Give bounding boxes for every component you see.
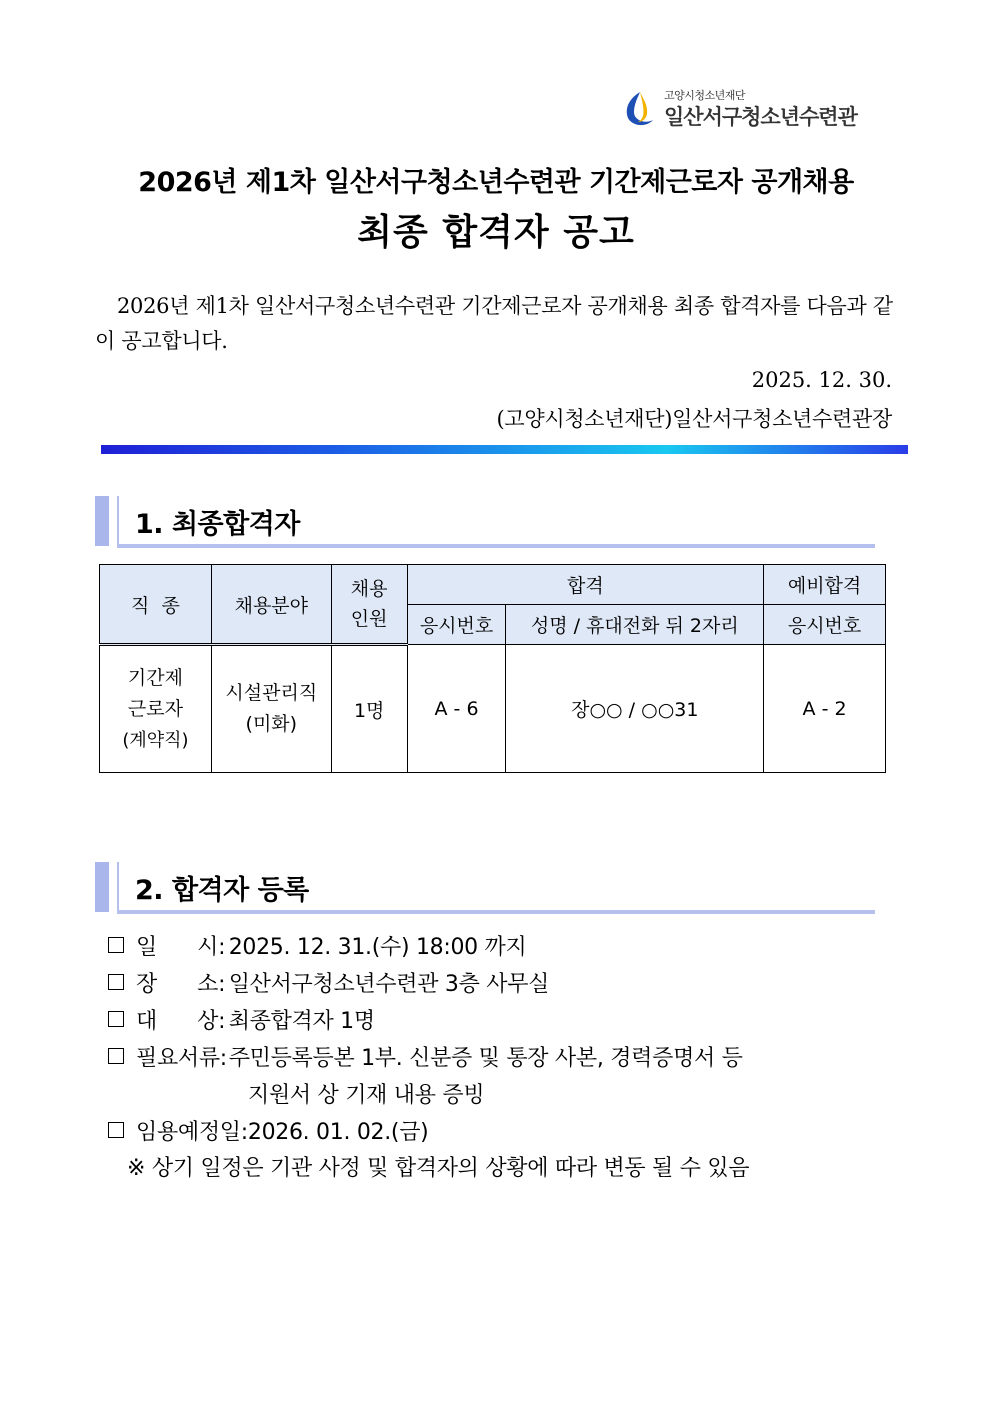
intro-block (95, 289, 895, 359)
header-reserve: 예비합격 (764, 565, 886, 605)
checkbox-square-icon (108, 1048, 124, 1064)
list-item (108, 1114, 743, 1151)
header-reserve-exam-no: 응시번호 (764, 605, 886, 645)
cell-job-type (100, 645, 212, 773)
table-row (100, 645, 886, 773)
cell-field (211, 645, 331, 773)
announcement-title: 2026년 제1차 일산서구청소년수련관 기간제근로자 공개채용 (138, 167, 854, 198)
section-heading-2 (95, 862, 875, 914)
footnote: ※ 상기 일정은 기관 사정 및 합격자의 상황에 따라 변동 될 수 있음 (127, 1156, 750, 1181)
checkbox-square-icon (108, 1011, 124, 1027)
item-label: 필요서류: (136, 1046, 227, 1071)
table-header-row (100, 565, 886, 605)
header-pass: 합격 (407, 565, 764, 605)
logo-name-text: 일산서구청소년수련관 (664, 105, 857, 129)
section-bracket (117, 496, 119, 548)
list-item (108, 1040, 743, 1077)
cell-exam-no: A - 6 (407, 645, 506, 773)
announcement-date: 2025. 12. 30. (751, 368, 892, 392)
item-value: 일산서구청소년수련관 3층 사무실 (222, 972, 550, 997)
registration-list (108, 929, 743, 1151)
gradient-divider (101, 445, 908, 454)
list-item (108, 966, 743, 1003)
section-bar (95, 496, 109, 546)
cell-job-type-line3: (계약직) (122, 729, 189, 751)
organization-logo (620, 86, 880, 130)
header-count (331, 565, 407, 645)
checkbox-square-icon (108, 1122, 124, 1138)
header-pass-exam-no: 응시번호 (407, 605, 506, 645)
cell-field-line2: (미화) (245, 713, 298, 735)
item-value: 최종합격자 1명 (222, 1009, 375, 1034)
header-count-line2: 인원 (350, 608, 388, 630)
list-item-continuation: 지원서 상 기재 내용 증빙 (248, 1083, 485, 1108)
header-pass-name-phone: 성명 / 휴대전화 뒤 2자리 (506, 605, 764, 645)
section-title: 1. 최종합격자 (135, 509, 300, 540)
cell-reserve-exam-no: A - 2 (764, 645, 886, 773)
header-field: 채용분야 (211, 565, 331, 645)
section-title: 2. 합격자 등록 (135, 875, 309, 906)
cell-job-type-line1: 기간제 (127, 666, 183, 689)
logo-mark-icon (620, 88, 660, 128)
checkbox-square-icon (108, 937, 124, 953)
issuer: (고양시청소년재단)일산서구청소년수련관장 (496, 407, 892, 431)
list-item (108, 929, 743, 966)
cell-name-phone: 장○○ / ○○31 (506, 645, 764, 773)
item-label: 대 상: (136, 1009, 226, 1034)
header-count-line1: 채용 (350, 578, 388, 600)
results-table (99, 564, 886, 773)
section-underline (117, 544, 875, 548)
section-heading-1 (95, 496, 875, 548)
list-item (108, 1003, 743, 1040)
item-value: 주민등록등본 1부. 신분증 및 통장 사본, 경력증명서 등 (222, 1046, 743, 1071)
cell-count: 1명 (331, 645, 407, 773)
announcement-subtitle: 최종 합격자 공고 (357, 212, 635, 253)
item-label: 장 소: (136, 972, 226, 997)
section-bar (95, 862, 109, 912)
intro-text: 2026년 제1차 일산서구청소년수련관 기간제근로자 공개채용 최종 합격자를 다음과 같이 공고합니다. (95, 294, 893, 353)
item-value: 2025. 12. 31.(수) 18:00 까지 (222, 935, 527, 960)
cell-field-line1: 시설관리직 (225, 682, 318, 704)
item-label: 일 시: (136, 935, 226, 960)
logo-org-text: 고양시청소년재단 (664, 89, 746, 102)
cell-job-type-line2: 근로자 (127, 697, 183, 720)
section-underline (117, 910, 875, 914)
item-value: 임용예정일:2026. 01. 02.(금) (136, 1120, 429, 1145)
section-bracket (117, 862, 119, 914)
header-job-type: 직 종 (100, 565, 212, 645)
checkbox-square-icon (108, 974, 124, 990)
